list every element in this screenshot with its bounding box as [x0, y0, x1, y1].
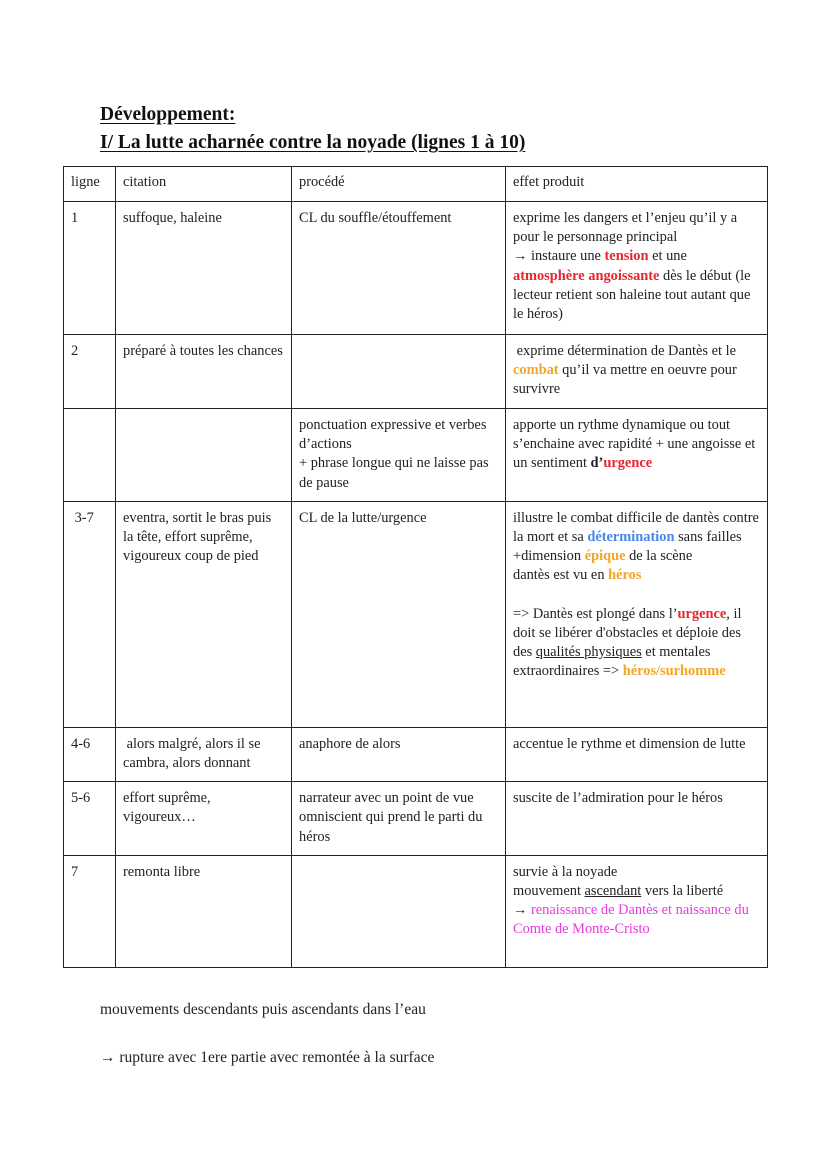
cell-citation	[116, 409, 292, 502]
effet-text: sans failles	[674, 529, 742, 546]
paragraph-rupture: → rupture avec 1ere partie avec remontée à la surface	[100, 1049, 435, 1066]
cell-citation: préparé à toutes les chances	[116, 335, 292, 409]
cell-ligne: 5-6	[64, 782, 116, 856]
effet-text: →	[513, 902, 531, 919]
cell-procede	[292, 409, 506, 502]
highlight-surhomme: héros/surhomme	[622, 663, 726, 680]
effet-text: exprime les dangers et l’enjeu qu’il y a pour le personnage principal	[513, 210, 738, 246]
effet-text: dantès est vu en	[513, 567, 609, 584]
highlight-atmosphere: atmosphère angoissante	[513, 267, 660, 284]
cell-procede: CL de la lutte/urgence	[292, 501, 506, 727]
table-row	[64, 409, 768, 502]
table-row	[64, 782, 768, 856]
highlight-urgence: urgence	[603, 455, 653, 472]
underlined-ascendant: ascendant	[584, 883, 642, 900]
effet-text: mouvement	[513, 883, 585, 900]
effet-text: , il doit se libérer d'obstacles et déploie des des	[513, 605, 742, 661]
procede-text: ponctuation expressive et verbes d’actions	[299, 417, 487, 453]
effet-text: exprime détermination de Dantès et le	[513, 343, 740, 359]
cell-ligne: 3-7	[64, 501, 116, 727]
highlight-epique: épique	[584, 548, 626, 565]
cell-ligne: 4-6	[64, 727, 116, 781]
table-row	[64, 855, 768, 967]
effet-text: et mentales extraordinaires =>	[513, 644, 711, 680]
header-procede: procédé	[292, 167, 506, 202]
effet-text: et une	[648, 248, 687, 265]
cell-effet: suscite de l’admiration pour le héros	[506, 782, 768, 856]
cell-effet	[506, 335, 768, 409]
cell-effet: accentue le rythme et dimension de lutte	[506, 727, 768, 781]
cell-ligne: 7	[64, 855, 116, 967]
cell-ligne: 1	[64, 202, 116, 335]
cell-citation: alors malgré, alors il se cambra, alors donnant	[116, 727, 292, 781]
highlight-tension: tension	[604, 248, 649, 265]
section-subtitle: I/ La lutte acharnée contre la noyade (lignes 1 à 10)	[100, 132, 526, 153]
effet-text: de la scène	[625, 548, 693, 565]
effet-text: survie à la noyade	[513, 863, 618, 880]
header-citation: citation	[116, 167, 292, 202]
effet-text: d’	[590, 455, 604, 472]
cell-effet	[506, 202, 768, 335]
table-header-row	[64, 167, 768, 202]
procede-text: + phrase longue qui ne laisse pas de pause	[299, 455, 489, 491]
header-effet: effet produit	[506, 167, 768, 202]
cell-effet	[506, 501, 768, 727]
effet-text: → instaure une	[513, 248, 605, 265]
effet-text: dès le début (le lecteur retient son haleine tout autant que le héros)	[513, 267, 751, 323]
table-row	[64, 501, 768, 727]
cell-effet	[506, 409, 768, 502]
cell-citation: eventra, sortit le bras puis la tête, effort suprême, vigoureux coup de pied	[116, 501, 292, 727]
highlight-combat: combat	[513, 362, 559, 379]
effet-text: illustre le combat difficile de dantès contre la mort et sa	[513, 509, 759, 546]
effet-text: +dimension	[513, 548, 585, 565]
analysis-table	[63, 166, 768, 968]
cell-ligne	[64, 409, 116, 502]
cell-procede: CL du souffle/étouffement	[292, 202, 506, 335]
highlight-renaissance: renaissance de Dantès et naissance du Comte de Monte-Cristo	[513, 902, 749, 938]
cell-citation: remonta libre	[116, 855, 292, 967]
effet-text: qu’il va mettre en oeuvre pour survivre	[513, 362, 737, 398]
cell-procede: narrateur avec un point de vue omniscient qui prend le parti du héros	[292, 782, 506, 856]
table-row	[64, 202, 768, 335]
cell-ligne: 2	[64, 335, 116, 409]
highlight-urgence: urgence	[677, 605, 727, 622]
table-row	[64, 727, 768, 781]
effet-text: apporte un rythme dynamique ou tout s’enchaine avec rapidité + une angoisse et un sentiment	[513, 417, 756, 472]
paragraph-movements: mouvements descendants puis ascendants dans l’eau	[100, 1001, 426, 1018]
cell-procede	[292, 855, 506, 967]
underlined-qualites: qualités physiques	[535, 644, 642, 661]
cell-procede	[292, 335, 506, 409]
cell-citation: suffoque, haleine	[116, 202, 292, 335]
table-row	[64, 335, 768, 409]
highlight-heros: héros	[608, 567, 642, 584]
effet-text: vers la liberté	[641, 883, 724, 900]
cell-citation: effort suprême, vigoureux…	[116, 782, 292, 856]
cell-procede: anaphore de alors	[292, 727, 506, 781]
cell-effet	[506, 855, 768, 967]
section-title: Développement:	[100, 104, 236, 125]
effet-text: => Dantès est plongé dans l’	[513, 605, 678, 622]
highlight-determination: détermination	[587, 529, 675, 546]
header-ligne: ligne	[64, 167, 116, 202]
